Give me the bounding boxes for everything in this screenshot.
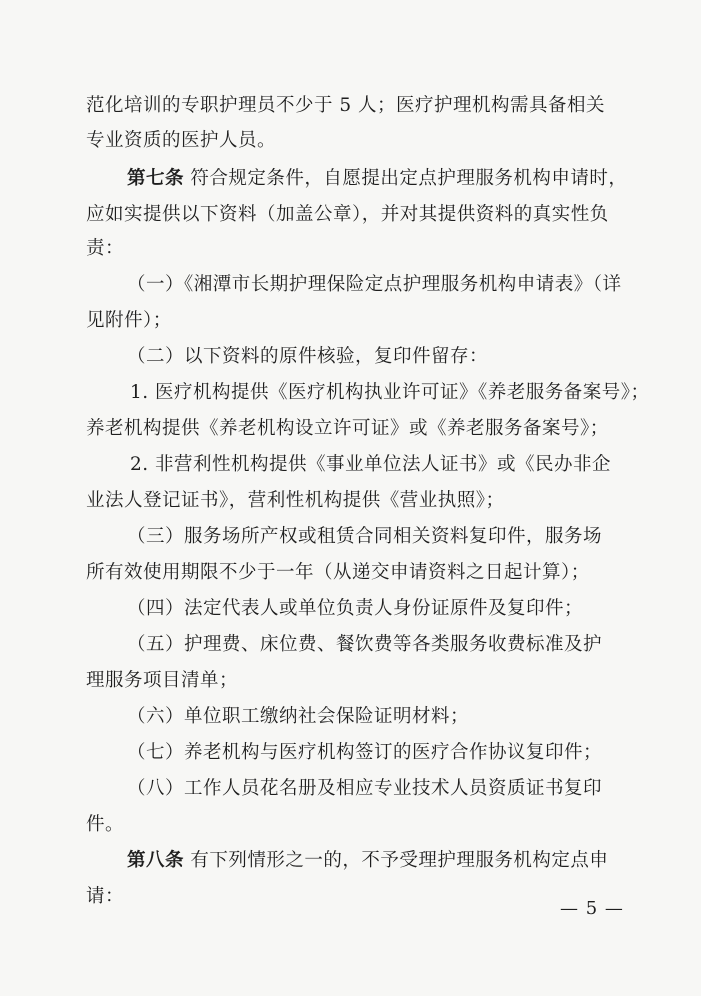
article-7-line <box>127 160 675 197</box>
article-8-line <box>127 842 675 879</box>
article-8-text: 有下列情形之一的，不予受理护理服务机构定点申 <box>184 850 609 871</box>
text-line: 养老机构提供《养老机构设立许可证》或《养老服务备案号》； <box>86 418 609 439</box>
text-line: 业法人登记证书》，营利性机构提供《营业执照》； <box>86 490 505 511</box>
item-6-line: （六）单位职工缴纳社会保险证明材料； <box>127 706 470 727</box>
page-number: — 5 — <box>560 898 624 919</box>
article-7-heading: 第七条 <box>127 168 185 189</box>
text-line: 请： <box>86 886 125 907</box>
sub-item-1-line: 1. 医疗机构提供《医疗机构执业许可证》《养老服务备案号》； <box>130 382 650 403</box>
item-3-line: （三）服务场所产权或租赁合同相关资料复印件，服务场 <box>127 526 603 547</box>
item-1-line: （一）《湘潭市长期护理保险定点护理服务机构申请表》（详 <box>127 274 622 295</box>
item-2-line: （二）以下资料的原件核验，复印件留存： <box>127 346 489 367</box>
sub-item-2-line: 2. 非营利性机构提供《事业单位法人证书》或《民办非企 <box>130 454 612 475</box>
text-line: 范化培训的专职护理员不少于 5 人；医疗护理机构需具备相关 <box>86 95 606 116</box>
item-8-line: （八）工作人员花名册及相应专业技术人员资质证书复印 <box>127 778 603 799</box>
article-7-text: 符合规定条件，自愿提出定点护理服务机构申请时， <box>184 168 628 189</box>
text-line: 理服务项目清单； <box>86 670 239 691</box>
text-line: 责： <box>86 238 125 259</box>
item-4-line: （四）法定代表人或单位负责人身份证原件及复印件； <box>127 598 584 619</box>
text-line: 专业资质的医护人员。 <box>86 130 277 151</box>
text-line: 件。 <box>86 814 125 835</box>
text-line: 见附件）； <box>86 310 172 331</box>
text-line: 所有效使用期限不少于一年（从递交申请资料之日起计算）； <box>86 562 590 583</box>
text-line: 应如实提供以下资料（加盖公章），并对其提供资料的真实性负 <box>86 204 609 225</box>
item-5-line: （五）护理费、床位费、餐饮费等各类服务收费标准及护 <box>127 634 603 655</box>
item-7-line: （七）养老机构与医疗机构签订的医疗合作协议复印件； <box>127 742 603 763</box>
article-8-heading: 第八条 <box>127 850 185 871</box>
